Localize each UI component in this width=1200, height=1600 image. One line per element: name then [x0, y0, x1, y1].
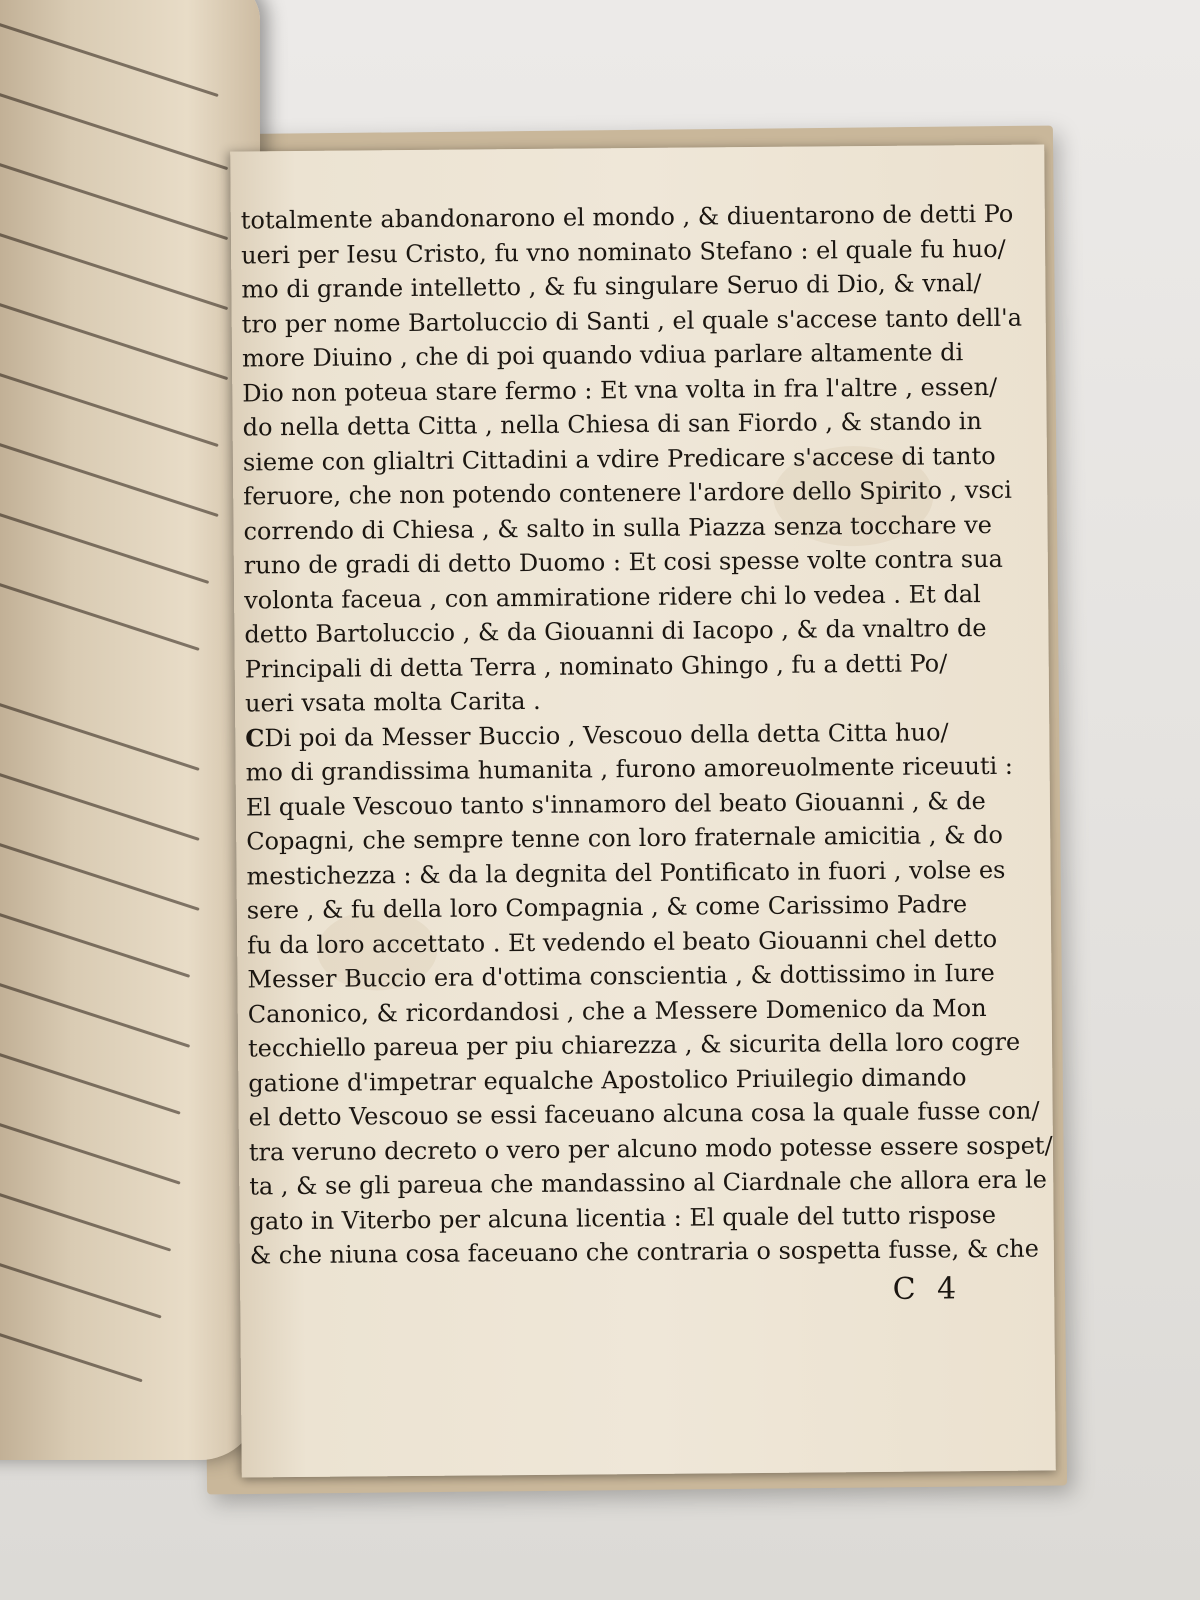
text-line: correndo di Chiesa , & salto in sulla Piazza senza tocchare ve [243, 510, 993, 545]
right-page [230, 144, 1056, 1477]
text-line: sere , & fu della loro Compagnia , & come Carissimo Padre [246, 890, 968, 925]
text-line: mestichezza : & da la degnita del Pontificato in fuori , volse es [246, 855, 1006, 890]
text-line: more Diuino , che di poi quando vdiua parlare altamente di [241, 338, 964, 373]
text-line: ta , & se gli pareua che mandassino al Ciardnale che allora era le [249, 1165, 1048, 1201]
pilcrow-mark: C [245, 722, 265, 752]
signature-mark: C 4 [892, 1271, 963, 1307]
text-line: tro per nome Bartoluccio di Santi , el quale s'accese tanto dell'a [241, 303, 1023, 338]
text-line: fu da loro accettato . Et vedendo el beato Giouanni chel detto [247, 924, 998, 959]
text-line: el detto Vescouo se essi faceuano alcuna cosa la quale fusse con/ [248, 1096, 1040, 1132]
text-line: tecchiello pareua per piu chiarezza , & sicurita della loro cogre [247, 1027, 1021, 1063]
text-line: Di poi da Messer Buccio , Vescouo della detta Citta huo/ [264, 717, 949, 752]
text-line: & che niuna cosa faceuano che contraria o sospetta fusse, & che [249, 1234, 1040, 1270]
page-text [240, 197, 1053, 1272]
text-line: El quale Vescouo tanto s'innamoro del beato Giouanni , & de [245, 786, 986, 821]
text-line: Copagni, che sempre tenne con loro fraternale amicitia , & do [246, 820, 1003, 856]
text-line: ueri vsata molta Carita . [244, 686, 541, 718]
text-line: Principali di detta Terra , nominato Ghingo , fu a detti Po/ [244, 648, 948, 683]
text-line: volonta faceua , con ammiratione ridere chi lo vedea . Et dal [244, 579, 981, 614]
text-line: ueri per Iesu Cristo, fu vno nominato Stefano : el quale fu huo/ [241, 234, 1006, 269]
text-line: mo di grande intelletto , & fu singulare Seruo di Dio, & vnal/ [241, 269, 982, 304]
text-line: Dio non poteua stare fermo : Et vna volta in fra l'altre , essen/ [242, 372, 998, 407]
text-line: do nella detta Citta , nella Chiesa di san Fiordo , & stando in [242, 407, 982, 442]
text-line: Messer Buccio era d'ottima conscientia , & dottissimo in Iure [247, 958, 995, 994]
text-line: gatione d'impetrar equalche Apostolico Priuilegio dimando [248, 1062, 967, 1097]
text-line: sieme con glialtri Cittadini a vdire Predicare s'accese di tanto [242, 441, 996, 476]
text-line: Canonico, & ricordandosi , che a Messere Domenico da Mon [247, 993, 987, 1028]
text-line: feruore, che non potendo contenere l'ardore dello Spirito , vsci [243, 475, 1012, 511]
text-line: tra veruno decreto o vero per alcuno modo potesse essere sospet/ [248, 1130, 1053, 1166]
text-line: mo di grandissima humanita , furono amoreuolmente riceuuti : [245, 751, 1014, 787]
text-line: runo de gradi di detto Duomo : Et cosi spesse volte contra sua [243, 544, 1004, 580]
text-line: gato in Viterbo per alcuna licentia : El quale del tutto rispose [249, 1200, 997, 1235]
text-line: detto Bartoluccio , & da Giouanni di Iacopo , & da vnaltro de [244, 613, 987, 649]
text-line: totalmente abandonarono el mondo , & diuentarono de detti Po [240, 199, 1014, 235]
facing-page-left [0, 0, 260, 1460]
